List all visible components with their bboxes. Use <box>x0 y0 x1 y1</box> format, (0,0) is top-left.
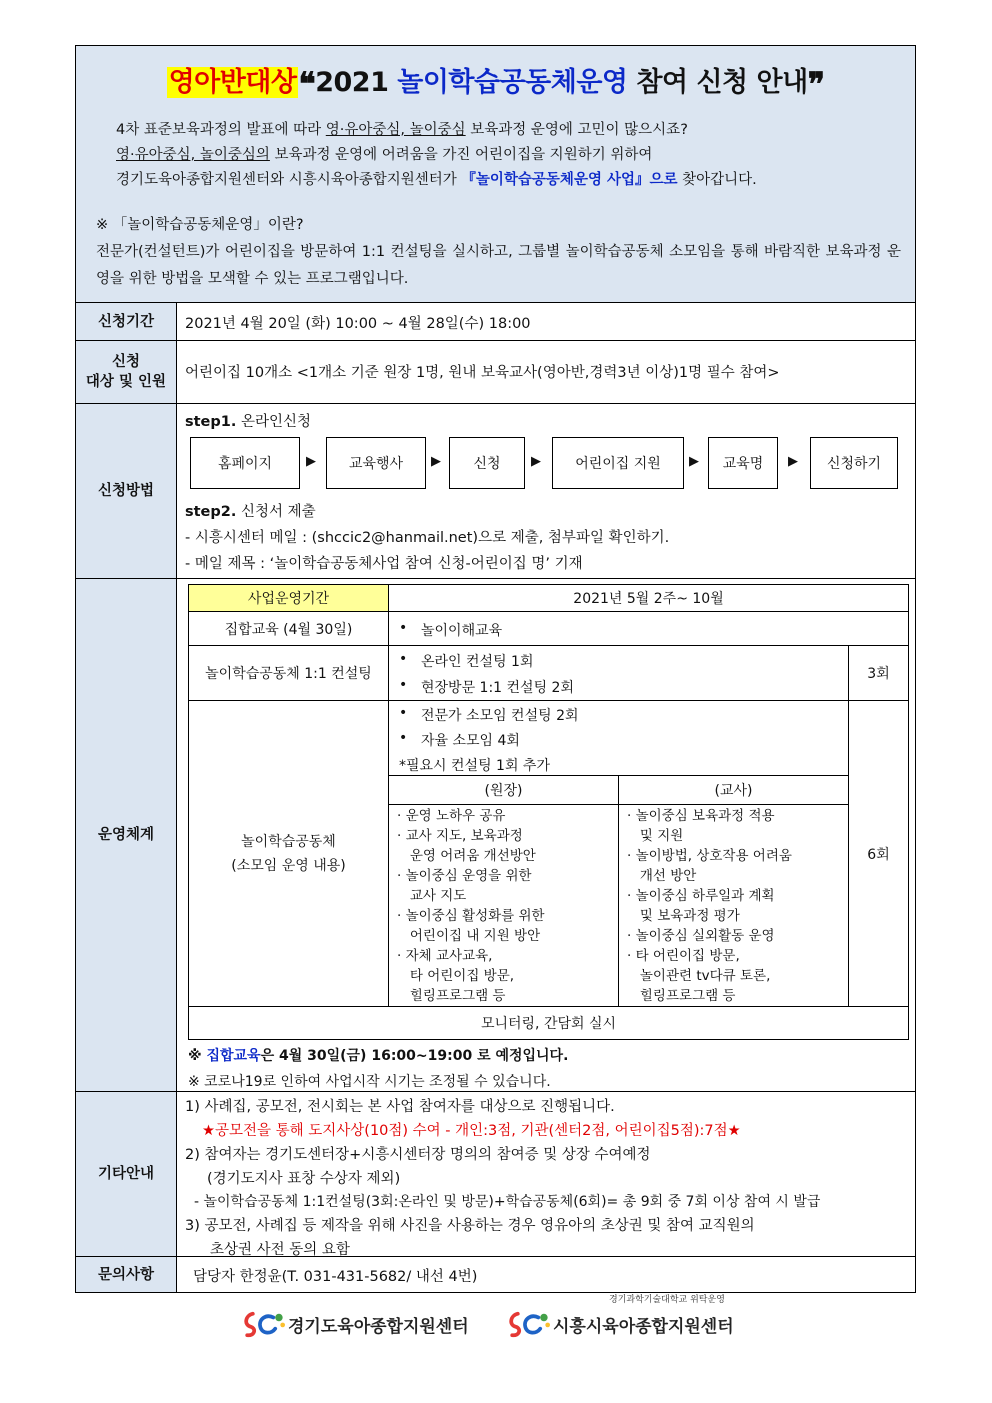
list-item-text: 온라인 컨설팅 1회 <box>421 654 534 670</box>
title-year: 2021 <box>315 67 398 98</box>
method-label: 신청방법 <box>76 404 177 578</box>
step2-bold: step2. <box>185 504 237 520</box>
flow-step-submit: 신청하기 <box>810 437 898 489</box>
list-item <box>399 620 502 640</box>
consulting-label-cell: 놀이학습공동체 1:1 컨설팅 <box>188 645 389 701</box>
note-emphasis: 집합교육 <box>206 1048 261 1064</box>
target-value: 어린이집 10개소 <1개소 기준 원장 1명, 원내 보육교사(영아반,경력3년 이상)1명 필수 참여> <box>185 365 780 381</box>
target-label <box>76 341 177 403</box>
etc-line-3b: 초상권 사전 동의 요함 <box>210 1242 350 1258</box>
step2-text: 신청서 제출 <box>236 504 316 520</box>
step1-bold: step1. <box>185 414 237 430</box>
definition-title: ※ 「놀이학습공동체운영」이란? <box>96 217 304 233</box>
operations-table <box>188 584 909 1040</box>
director-content-cell <box>388 804 619 1007</box>
list-item <box>399 705 579 725</box>
center-logo-text: 경기도육아종합지원센터 <box>288 1316 469 1337</box>
flow-step-event: 교육행사 <box>326 437 426 489</box>
flow-arrow-icon: ▶ <box>531 454 541 469</box>
note-mark: ※ <box>188 1048 207 1064</box>
intro-emphasis: 영·유아중심, 놀이중심 <box>325 122 466 138</box>
note-text: 은 4월 30일(금) 16:00~19:00 로 예정입니다. <box>260 1048 569 1064</box>
list-item-text: 놀이이해교육 <box>421 623 503 639</box>
flow-arrow-icon: ▶ <box>788 454 798 469</box>
gyeonggi-center-logo <box>240 1310 469 1338</box>
director-header-cell: (원장) <box>388 775 619 805</box>
center-logo-icon <box>240 1310 288 1338</box>
row-etc <box>76 1092 915 1257</box>
intro-line: 4차 표준보육과정의 발표에 따라 <box>116 122 326 138</box>
list-item-text: 현장방문 1:1 컨설팅 2회 <box>421 680 574 696</box>
title-rest: 참여 신청 안내 <box>627 67 808 98</box>
intro-line: 찾아갑니다. <box>677 172 757 188</box>
community-label-line: 놀이학습공동체 <box>241 833 336 850</box>
group-education-items <box>388 611 909 646</box>
page-title <box>76 60 915 103</box>
flow-step-support: 어린이집 지원 <box>552 437 684 489</box>
operations-label: 운영체계 <box>76 579 177 1091</box>
siheung-center-logo <box>505 1294 734 1338</box>
definition-body: 전문가(컨설턴트)가 어린이집을 방문하여 1:1 컨설팅을 실시하고, 그룹별 놀이학습공동체 소모임을 통해 바람직한 보육과정 운영을 위한 방법을 모색할 수 있는 프로그램입니다. <box>96 244 901 287</box>
siheung-logo-subtitle: 경기과학기술대학교 위탁운영 <box>609 1294 725 1305</box>
covid-note: ※ 코로나19로 인하여 사업시작 시기는 조정될 수 있습니다. <box>188 1074 551 1090</box>
mail-instruction: - 시흥시센터 메일 : (shccic2@hanmail.net)으로 제출, 첨부파일 확인하기. <box>185 530 670 546</box>
intro-line: 보육과정 운영에 고민이 많으시죠? <box>465 122 688 138</box>
siheung-logo-icon <box>505 1310 553 1338</box>
community-count-cell: 6회 <box>848 700 909 1007</box>
etc-line-1: 1) 사례집, 공모전, 전시회는 본 사업 참여자를 대상으로 진행됩니다. <box>185 1099 615 1115</box>
group-education-note <box>188 1045 568 1065</box>
target-label-line: 대상 및 인원 <box>85 374 167 390</box>
etc-certificate-condition: - 놀이학습공동체 1:1컨설팅(3회:온라인 및 방문)+학습공동체(6회)= 총 9회 중 7회 이상 참여 시 발급 <box>194 1194 821 1210</box>
list-item <box>399 677 574 697</box>
group-education-cell: 집합교육 (4월 30일) <box>188 611 389 646</box>
teacher-content: · 놀이중심 보육과정 적용 및 지원 · 놀이방법, 상호작용 어려움 개선 방안 · 놀이중심 하루일과 계획 및 보육과정 평가 · 놀이중심 실외활동 운영 · 타 어린이집 방문, 놀이관련 tv다큐 토론, 힐링프로그램 등 <box>627 808 792 1004</box>
row-contact <box>76 1257 915 1292</box>
close-quote-icon: ❞ <box>807 65 825 103</box>
period-value: 2021년 4월 20일 (화) 10:00 ~ 4월 28일(수) 18:00 <box>185 316 531 332</box>
row-target <box>76 341 915 404</box>
notice-frame <box>75 45 916 1293</box>
monitoring-cell: 모니터링, 간담회 실시 <box>188 1006 909 1040</box>
row-method <box>76 404 915 579</box>
flow-arrow-icon: ▶ <box>689 454 699 469</box>
consulting-items <box>388 645 849 701</box>
intro-text <box>96 118 896 193</box>
siheung-logo-text: 시흥시육아종합지원센터 <box>553 1316 734 1337</box>
intro-program-name: 『놀이학습공동체운영 사업』으로 <box>461 172 678 188</box>
etc-line-2: 2) 참여자는 경기도센터장+시흥시센터장 명의의 참여증 및 상장 수여예정 <box>185 1147 651 1163</box>
title-program: 놀이학습공동체운영 <box>397 67 628 98</box>
period-label: 신청기간 <box>76 303 177 340</box>
list-item-text: 전문가 소모임 컨설팅 2회 <box>421 708 579 724</box>
teacher-header-cell: (교사) <box>618 775 849 805</box>
step2 <box>185 500 316 521</box>
open-quote-icon: ❝ <box>298 65 316 103</box>
title-tag: 영아반대상 <box>168 67 297 98</box>
step1 <box>185 410 311 431</box>
etc-line-3: 3) 공모전, 사례집 등 제작을 위해 사진을 사용하는 경우 영유아의 초상권 및 참여 교직원의 <box>185 1218 755 1234</box>
period-value-cell: 2021년 5월 2주~ 10월 <box>388 584 909 612</box>
flow-arrow-icon: ▶ <box>431 454 441 469</box>
target-label-line: 신청 <box>111 354 140 370</box>
program-definition <box>96 212 901 293</box>
header-panel <box>76 46 915 303</box>
period-header-cell: 사업운영기간 <box>188 584 389 612</box>
row-period <box>76 303 915 341</box>
list-item-text: 자율 소모임 4회 <box>421 733 520 749</box>
intro-line: 경기도육아종합지원센터와 시흥시육아종합지원센터가 <box>116 172 462 188</box>
contact-label: 문의사항 <box>76 1257 177 1292</box>
etc-contest-award: ★공모전을 통해 도지사상(10점) 수여 - 개인:3점, 기관(센터2점, 어린이집5점):7점★ <box>202 1123 741 1139</box>
director-content: · 운영 노하우 공유 · 교사 지도, 보육과정 운영 어려움 개선방안 · 놀이중심 운영을 위한 교사 지도 · 놀이중심 활성화를 위한 어린이집 내 지원 방안 · 자체 교사교육, 타 어린이집 방문, 힐링프로그램 등 <box>397 808 545 1004</box>
contact-value: 담당자 한정윤(T. 031-431-5682/ 내선 4번) <box>193 1269 478 1285</box>
intro-line: 보육과정 운영에 어려움을 가진 어린이집을 지원하기 위하여 <box>269 147 653 163</box>
community-label-line: (소모임 운영 내용) <box>231 857 346 874</box>
list-item <box>399 651 533 671</box>
list-item <box>399 730 520 750</box>
community-extra: *필요시 컨설팅 1회 추가 <box>399 758 550 774</box>
flow-step-homepage: 홈페이지 <box>190 437 300 489</box>
consulting-count-cell: 3회 <box>848 645 909 701</box>
etc-label: 기타안내 <box>76 1092 177 1256</box>
etc-line-2b: (경기도지사 표창 수상자 제외) <box>207 1171 401 1187</box>
mail-subject-instruction: - 메일 제목 : ‘놀이학습공동체사업 참여 신청-어린이집 명’ 기재 <box>185 556 583 572</box>
flow-step-course: 교육명 <box>708 437 778 489</box>
flow-arrow-icon: ▶ <box>306 454 316 469</box>
flow-step-apply: 신청 <box>449 437 525 489</box>
teacher-content-cell <box>618 804 849 1007</box>
step1-text: 온라인신청 <box>236 414 312 430</box>
community-label-cell <box>188 700 389 1007</box>
intro-emphasis: 영·유아중심, 놀이중심의 <box>116 147 270 163</box>
community-items <box>388 700 849 776</box>
